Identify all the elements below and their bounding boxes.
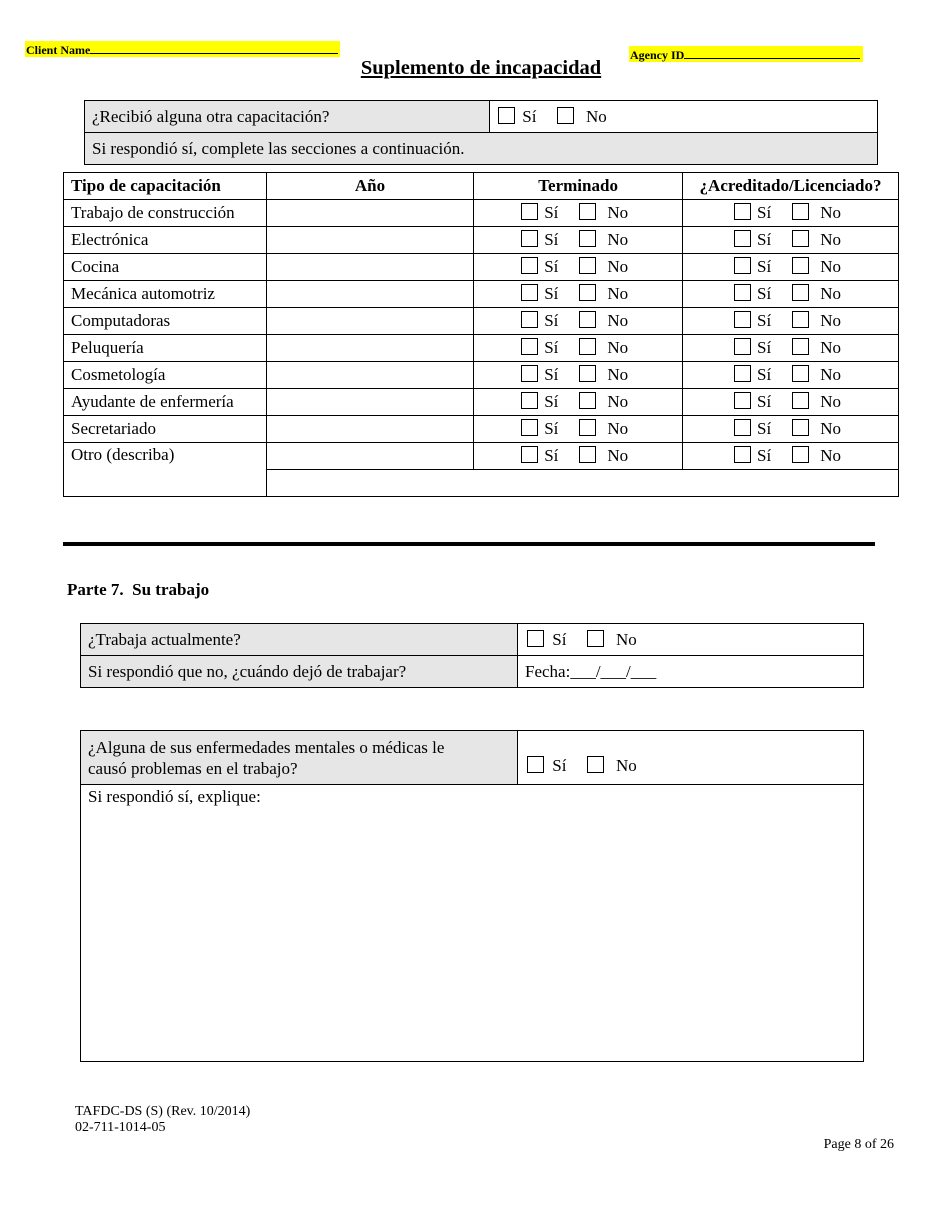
training-type-label: Otro (describa) bbox=[64, 443, 267, 497]
training-row bbox=[64, 254, 899, 281]
accredited-yn bbox=[683, 308, 899, 335]
illness-question-line1: ¿Alguna de sus enfermedades mentales o médicas le bbox=[88, 737, 445, 757]
accredited-yes-checkbox[interactable] bbox=[734, 230, 751, 247]
completed-yes-checkbox[interactable] bbox=[521, 311, 538, 328]
year-input[interactable] bbox=[266, 335, 473, 362]
completed-yes-label: Sí bbox=[544, 392, 559, 411]
completed-no-checkbox[interactable] bbox=[579, 338, 596, 355]
year-input[interactable] bbox=[266, 227, 473, 254]
completed-yes-checkbox[interactable] bbox=[521, 338, 538, 355]
illness-no-label: No bbox=[615, 756, 637, 775]
completed-yes-label: Sí bbox=[544, 338, 559, 357]
completed-no-checkbox[interactable] bbox=[579, 446, 596, 463]
accredited-yes-checkbox[interactable] bbox=[734, 446, 751, 463]
accredited-yn bbox=[683, 254, 899, 281]
page-number: Page 8 of 26 bbox=[823, 1137, 894, 1152]
year-input[interactable] bbox=[266, 362, 473, 389]
completed-yn bbox=[474, 281, 683, 308]
stop-date-field[interactable]: Fecha:___/___/___ bbox=[518, 656, 864, 688]
training-row bbox=[64, 443, 899, 470]
completed-no-checkbox[interactable] bbox=[579, 257, 596, 274]
training-row bbox=[64, 362, 899, 389]
illness-yes-checkbox[interactable] bbox=[527, 756, 544, 773]
completed-yes-label: Sí bbox=[544, 284, 559, 303]
accredited-no-label: No bbox=[820, 203, 842, 222]
completed-no-label: No bbox=[607, 419, 629, 438]
completed-yn bbox=[474, 416, 683, 443]
completed-no-label: No bbox=[607, 338, 629, 357]
completed-yes-checkbox[interactable] bbox=[521, 203, 538, 220]
accredited-yes-label: Sí bbox=[757, 419, 772, 438]
accredited-no-label: No bbox=[820, 284, 842, 303]
accredited-yes-checkbox[interactable] bbox=[734, 284, 751, 301]
completed-no-label: No bbox=[607, 203, 629, 222]
completed-yes-label: Sí bbox=[544, 257, 559, 276]
accredited-yes-label: Sí bbox=[757, 446, 772, 465]
accredited-yn bbox=[683, 389, 899, 416]
accredited-no-checkbox[interactable] bbox=[792, 446, 809, 463]
working-yes-checkbox[interactable] bbox=[527, 630, 544, 647]
accredited-no-checkbox[interactable] bbox=[792, 257, 809, 274]
accredited-no-label: No bbox=[820, 338, 842, 357]
illness-no-checkbox[interactable] bbox=[587, 756, 604, 773]
training-table bbox=[63, 172, 899, 497]
completed-yn bbox=[474, 308, 683, 335]
accredited-no-checkbox[interactable] bbox=[792, 284, 809, 301]
training-question: ¿Recibió alguna otra capacitación? bbox=[85, 101, 490, 133]
training-row bbox=[64, 227, 899, 254]
form-number: 02-711-1014-05 bbox=[75, 1120, 166, 1135]
completed-yes-checkbox[interactable] bbox=[521, 230, 538, 247]
year-input[interactable] bbox=[266, 200, 473, 227]
section-divider bbox=[63, 542, 875, 546]
illness-yes-label: Sí bbox=[552, 756, 567, 775]
training-question-box bbox=[84, 100, 878, 165]
completed-no-label: No bbox=[607, 392, 629, 411]
completed-yn bbox=[474, 227, 683, 254]
completed-yes-checkbox[interactable] bbox=[521, 257, 538, 274]
accredited-yes-label: Sí bbox=[757, 392, 772, 411]
accredited-no-checkbox[interactable] bbox=[792, 392, 809, 409]
year-input[interactable] bbox=[266, 443, 473, 470]
year-input[interactable] bbox=[266, 308, 473, 335]
accredited-no-checkbox[interactable] bbox=[792, 203, 809, 220]
training-type-label: Cosmetología bbox=[64, 362, 267, 389]
accredited-no-label: No bbox=[820, 257, 842, 276]
training-yn bbox=[490, 101, 878, 133]
completed-yes-checkbox[interactable] bbox=[521, 446, 538, 463]
working-no-checkbox[interactable] bbox=[587, 630, 604, 647]
header-terminado: Terminado bbox=[474, 173, 683, 200]
accredited-no-label: No bbox=[820, 230, 842, 249]
client-name-label: Client Name bbox=[26, 43, 91, 57]
completed-yes-checkbox[interactable] bbox=[521, 284, 538, 301]
completed-no-label: No bbox=[607, 284, 629, 303]
accredited-no-label: No bbox=[820, 419, 842, 438]
training-type-label: Secretariado bbox=[64, 416, 267, 443]
accredited-yn bbox=[683, 227, 899, 254]
completed-yes-checkbox[interactable] bbox=[521, 365, 538, 382]
accredited-yn bbox=[683, 335, 899, 362]
year-input[interactable] bbox=[266, 416, 473, 443]
part7-heading: Parte 7. Su trabajo bbox=[67, 580, 210, 599]
stopped-when-question: Si respondió que no, ¿cuándo dejó de trabajar? bbox=[81, 656, 518, 688]
training-row bbox=[64, 281, 899, 308]
training-followup: Si respondió sí, complete las secciones a continuación. bbox=[85, 133, 878, 165]
completed-no-label: No bbox=[607, 257, 629, 276]
completed-yes-checkbox[interactable] bbox=[521, 419, 538, 436]
training-type-label: Ayudante de enfermería bbox=[64, 389, 267, 416]
client-name-line bbox=[90, 41, 338, 54]
illness-yn bbox=[518, 731, 864, 785]
accredited-yn bbox=[683, 443, 899, 470]
completed-yn bbox=[474, 254, 683, 281]
illness-question bbox=[81, 731, 518, 785]
accredited-yes-label: Sí bbox=[757, 311, 772, 330]
completed-no-checkbox[interactable] bbox=[579, 311, 596, 328]
training-row bbox=[64, 416, 899, 443]
work-status-box bbox=[80, 623, 864, 688]
completed-no-checkbox[interactable] bbox=[579, 392, 596, 409]
accredited-yes-checkbox[interactable] bbox=[734, 203, 751, 220]
header-ano: Año bbox=[266, 173, 473, 200]
training-type-label: Peluquería bbox=[64, 335, 267, 362]
completed-yn bbox=[474, 443, 683, 470]
completed-no-label: No bbox=[607, 446, 629, 465]
accredited-no-checkbox[interactable] bbox=[792, 338, 809, 355]
header-acreditado: ¿Acreditado/Licenciado? bbox=[683, 173, 899, 200]
form-id: TAFDC-DS (S) (Rev. 10/2014) bbox=[75, 1104, 251, 1119]
completed-yn bbox=[474, 200, 683, 227]
completed-yes-label: Sí bbox=[544, 446, 559, 465]
accredited-no-checkbox[interactable] bbox=[792, 311, 809, 328]
training-row bbox=[64, 335, 899, 362]
completed-yn bbox=[474, 335, 683, 362]
working-yes-label: Sí bbox=[552, 629, 567, 649]
completed-no-checkbox[interactable] bbox=[579, 230, 596, 247]
accredited-no-label: No bbox=[820, 365, 842, 384]
training-row bbox=[64, 308, 899, 335]
page-title: Suplemento de incapacidad bbox=[360, 57, 602, 79]
year-input[interactable] bbox=[266, 389, 473, 416]
accredited-yn bbox=[683, 362, 899, 389]
accredited-no-label: No bbox=[820, 446, 842, 465]
accredited-yes-label: Sí bbox=[757, 257, 772, 276]
accredited-yn bbox=[683, 281, 899, 308]
working-no-label: No bbox=[615, 629, 637, 649]
training-no-checkbox[interactable] bbox=[557, 107, 574, 124]
training-type-label: Cocina bbox=[64, 254, 267, 281]
completed-yes-label: Sí bbox=[544, 365, 559, 384]
accredited-no-checkbox[interactable] bbox=[792, 230, 809, 247]
accredited-no-label: No bbox=[820, 311, 842, 330]
accredited-yn bbox=[683, 416, 899, 443]
form-info bbox=[75, 1104, 250, 1136]
completed-yes-label: Sí bbox=[544, 419, 559, 438]
accredited-yes-checkbox[interactable] bbox=[734, 419, 751, 436]
completed-no-label: No bbox=[607, 311, 629, 330]
training-row bbox=[64, 389, 899, 416]
completed-yes-label: Sí bbox=[544, 311, 559, 330]
accredited-yn bbox=[683, 200, 899, 227]
completed-yes-label: Sí bbox=[544, 203, 559, 222]
accredited-yes-label: Sí bbox=[757, 365, 772, 384]
accredited-yes-checkbox[interactable] bbox=[734, 257, 751, 274]
explain-area[interactable] bbox=[81, 785, 864, 1062]
illness-question-line2: causó problemas en el trabajo? bbox=[88, 758, 298, 778]
completed-no-label: No bbox=[607, 365, 629, 384]
training-no-label: No bbox=[585, 106, 607, 126]
accredited-yes-checkbox[interactable] bbox=[734, 338, 751, 355]
training-yes-checkbox[interactable] bbox=[498, 107, 515, 124]
training-type-label: Trabajo de construcción bbox=[64, 200, 267, 227]
other-describe-input[interactable] bbox=[266, 470, 898, 497]
accredited-yes-checkbox[interactable] bbox=[734, 365, 751, 382]
training-type-label: Electrónica bbox=[64, 227, 267, 254]
accredited-yes-checkbox[interactable] bbox=[734, 311, 751, 328]
working-now-yn bbox=[518, 624, 864, 656]
training-type-label: Computadoras bbox=[64, 308, 267, 335]
completed-no-checkbox[interactable] bbox=[579, 284, 596, 301]
working-now-question: ¿Trabaja actualmente? bbox=[81, 624, 518, 656]
completed-yn bbox=[474, 389, 683, 416]
explain-label: Si respondió sí, explique: bbox=[88, 787, 261, 806]
accredited-yes-label: Sí bbox=[757, 230, 772, 249]
completed-no-checkbox[interactable] bbox=[579, 203, 596, 220]
completed-no-label: No bbox=[607, 230, 629, 249]
year-input[interactable] bbox=[266, 281, 473, 308]
completed-no-checkbox[interactable] bbox=[579, 419, 596, 436]
completed-yn bbox=[474, 362, 683, 389]
training-type-label: Mecánica automotriz bbox=[64, 281, 267, 308]
agency-id-label: Agency ID bbox=[630, 48, 685, 62]
accredited-yes-label: Sí bbox=[757, 338, 772, 357]
training-yes-label: Sí bbox=[522, 106, 537, 126]
illness-box bbox=[80, 730, 864, 1062]
completed-no-checkbox[interactable] bbox=[579, 365, 596, 382]
completed-yes-checkbox[interactable] bbox=[521, 392, 538, 409]
accredited-no-checkbox[interactable] bbox=[792, 419, 809, 436]
accredited-yes-label: Sí bbox=[757, 284, 772, 303]
training-row bbox=[64, 200, 899, 227]
accredited-no-label: No bbox=[820, 392, 842, 411]
accredited-no-checkbox[interactable] bbox=[792, 365, 809, 382]
accredited-yes-label: Sí bbox=[757, 203, 772, 222]
year-input[interactable] bbox=[266, 254, 473, 281]
completed-yes-label: Sí bbox=[544, 230, 559, 249]
header-tipo: Tipo de capacitación bbox=[64, 173, 267, 200]
accredited-yes-checkbox[interactable] bbox=[734, 392, 751, 409]
client-name-field[interactable] bbox=[25, 41, 340, 57]
